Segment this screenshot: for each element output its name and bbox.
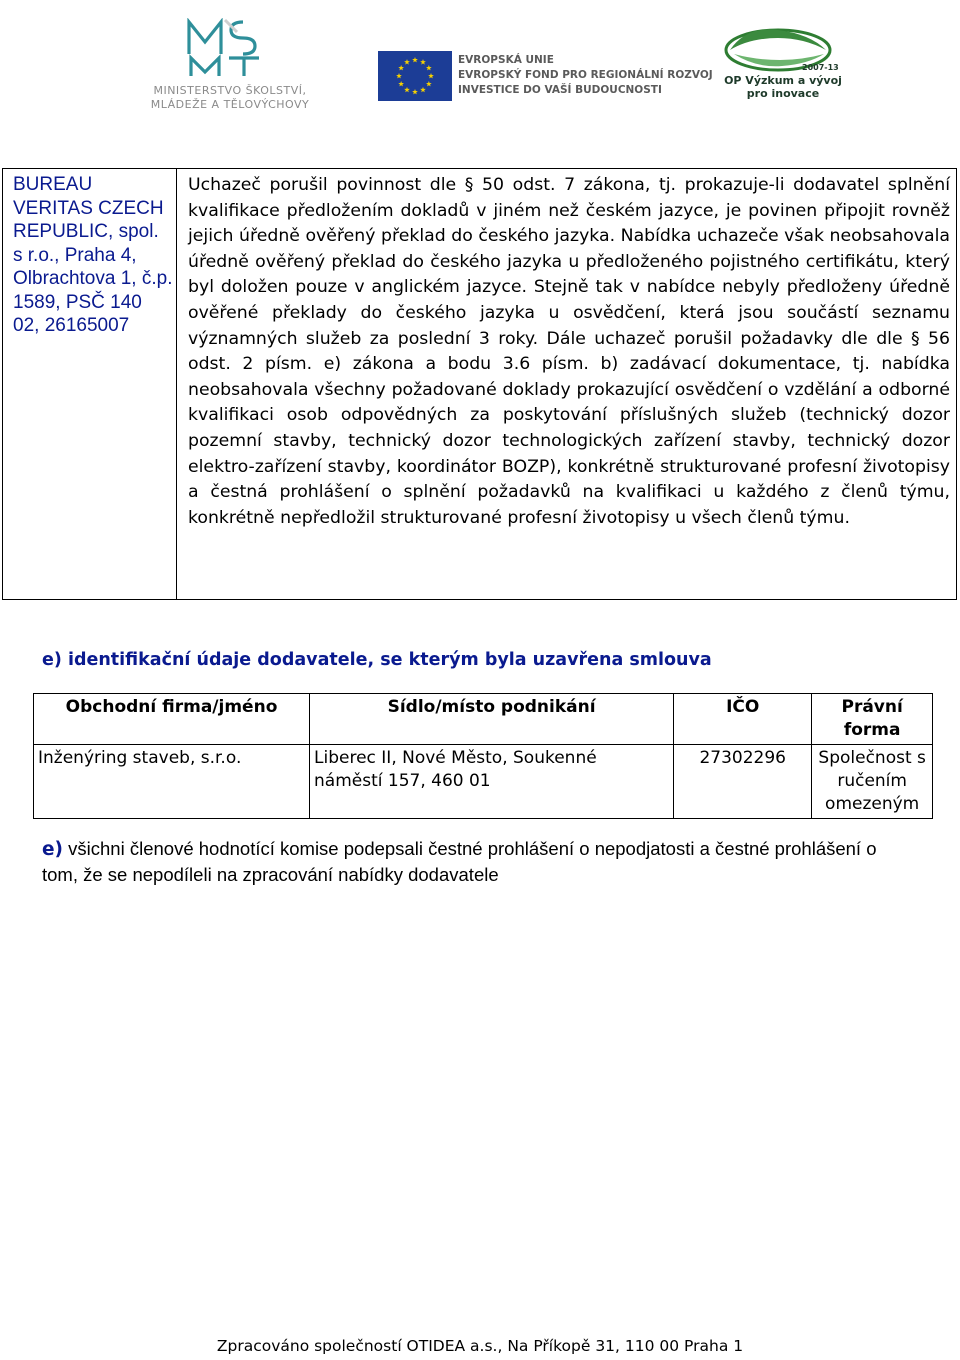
eu-flag-icon bbox=[378, 51, 452, 101]
supplier-table bbox=[33, 693, 933, 819]
op-vyzkum-logo-icon bbox=[716, 24, 846, 74]
msmt-name-line1: MINISTERSTVO ŠKOLSTVÍ, bbox=[153, 84, 307, 97]
cell-legal-form: Společnost s ručením omezeným bbox=[812, 745, 933, 819]
assessor-cell: BUREAU VERITAS CZECH REPUBLIC, spol. s r.o., Praha 4, Olbrachtova 1, č.p. 1589, PSČ 140 02, 26165007 bbox=[13, 174, 173, 336]
op-line-1: OP Výzkum a vývoj bbox=[724, 74, 842, 87]
op-years: 2007-13 bbox=[802, 63, 839, 72]
column-header-legal-form: Právní forma bbox=[812, 694, 933, 745]
msmt-name-line2: MLÁDEŽE A TĚLOVÝCHOVY bbox=[150, 98, 310, 111]
op-line-2: pro inovace bbox=[746, 87, 820, 100]
statement-label: e) bbox=[42, 839, 64, 860]
page-footer: Zpracováno společností OTIDEA a.s., Na Příkopě 31, 110 00 Praha 1 bbox=[216, 1337, 744, 1355]
op-vyzkum-logo bbox=[716, 24, 846, 104]
op-text bbox=[724, 74, 842, 100]
eu-line-3: INVESTICE DO VAŠÍ BUDOUCNOSTI bbox=[458, 84, 662, 96]
table-header-row bbox=[34, 694, 933, 745]
eu-line-1: EVROPSKÁ UNIE bbox=[458, 54, 554, 66]
table-row bbox=[34, 745, 933, 819]
msmt-logo-icon bbox=[185, 18, 275, 80]
violation-table bbox=[2, 168, 957, 600]
eu-line-2: EVROPSKÝ FOND PRO REGIONÁLNÍ ROZVOJ bbox=[458, 69, 713, 81]
statement-text: všichni členové hodnotící komise podepsali čestné prohlášení o nepodjatosti a čestné prohlášení o tom, že se nepodíleli na zpracování nabídky dodavatele bbox=[42, 838, 877, 885]
table-divider bbox=[176, 169, 177, 599]
commission-statement bbox=[42, 836, 912, 887]
msmt-logo bbox=[140, 18, 320, 111]
section-e-heading: e) identifikační údaje dodavatele, se kterým byla uzavřena smlouva bbox=[42, 650, 712, 670]
column-header-address: Sídlo/místo podnikání bbox=[310, 694, 674, 745]
violation-reason-cell: Uchazeč porušil povinnost dle § 50 odst. 7 zákona, tj. prokazuje-li dodavatel splnění kvalifikace předložením dokladů v jiném než českém jazyce, je povinen připojit rovněž jejich úředně ověřený překlad do českého jazyka. Nabídka uchazeče však neobsahovala úředně ověřený překlad do českého jazyka u předloženého pojistného certifikátu, který byl doložen pouze v anglickém jazyce. Stejně tak v nabídce nebyly předloženy úředně ověřené překlady do českého jazyka u osvědčení, která jsou součástí seznamu významných služeb za poslední 3 roky. Dále uchazeč porušil požadavky dle dle § 56 odst. 2 písm. e) zákona a bodu 3.6 písm. b) zadávací dokumentace, tj. nabídka neobsahovala všechny požadované doklady prokazující osvědčení o vzdělání a odborné kvalifikaci osob odpovědných za poskytování příslušných služeb (technický dozor pozemní stavby, technický dozor technologických zařízení stavby, technický dozor elektro-zařízení stavby, koordinátor BOZP), konkrétně strukturované profesní životopisy a čestná prohlášení o splnění požadavků na kvalifikaci u každého z členů týmu, konkrétně nepředložil strukturované profesní životopisy u všech členů týmu. bbox=[188, 175, 950, 528]
column-header-ico: IČO bbox=[674, 694, 812, 745]
cell-company-name: Inženýring staveb, s.r.o. bbox=[34, 745, 310, 819]
eu-logo bbox=[378, 48, 713, 102]
cell-address: Liberec II, Nové Město, Soukenné náměstí 157, 460 01 bbox=[310, 745, 674, 819]
column-header-name: Obchodní firma/jméno bbox=[34, 694, 310, 745]
eu-text bbox=[458, 53, 713, 98]
cell-ico: 27302296 bbox=[674, 745, 812, 819]
